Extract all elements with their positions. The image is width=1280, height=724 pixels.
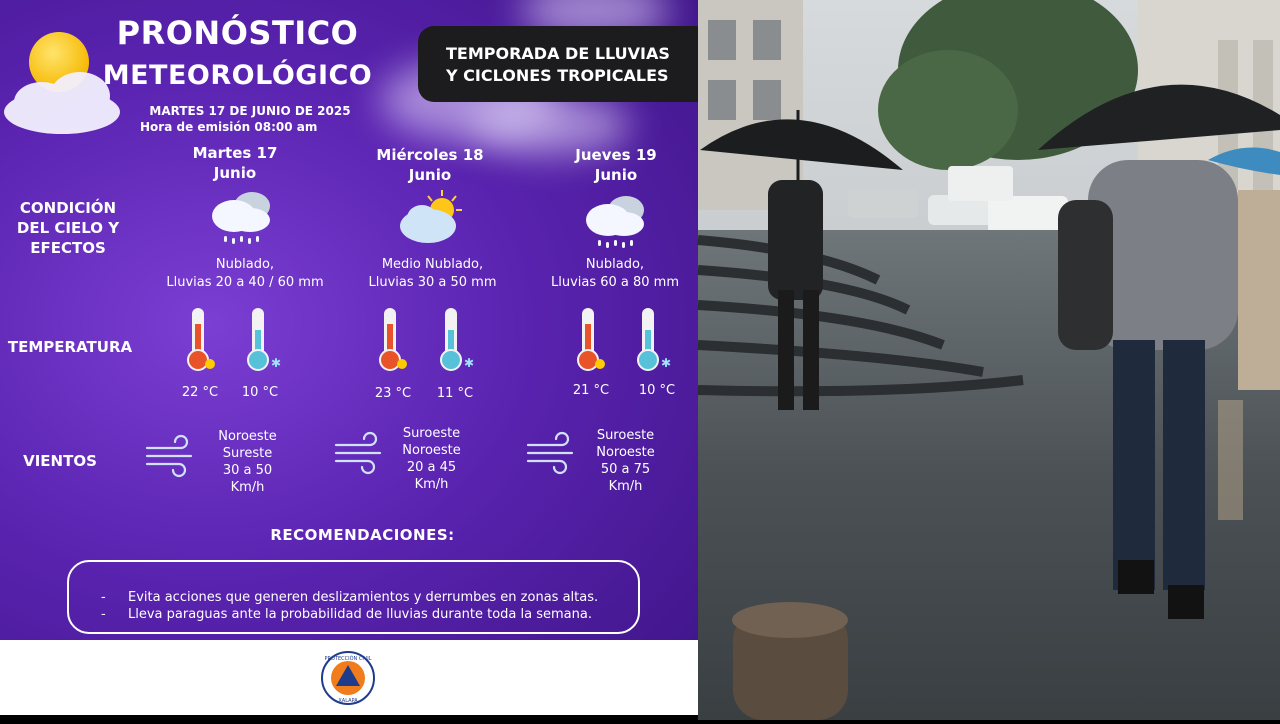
thermometer-hot-icon (574, 306, 606, 372)
wind-speed: 50 a 75 (600, 462, 651, 477)
sun-cloud-icon (398, 188, 466, 246)
logo-text-bottom: XALAPA (338, 698, 358, 704)
logo-text-top: PROTECCIÓN CIVIL (324, 656, 372, 662)
wind-direction: Noroeste (218, 429, 277, 444)
wind-info-3 (578, 427, 673, 495)
day-month: Junio (213, 164, 257, 182)
temp-max-3: 21 °C (572, 383, 610, 398)
thermometer-cold-icon (634, 306, 672, 372)
condition-text-2 (350, 256, 515, 292)
wind-unit: Km/h (414, 477, 449, 492)
season-banner (418, 26, 718, 102)
condition-rain: Lluvias 20 a 40 / 60 mm (166, 275, 324, 290)
condition-rain: Lluvias 60 a 80 mm (550, 275, 680, 290)
wind-direction: Sureste (222, 446, 273, 461)
temp-min-3: 10 °C (638, 383, 676, 398)
svg-text:✱: ✱ (271, 356, 282, 370)
wind-speed: 30 a 50 (222, 463, 273, 478)
bullet: - (101, 607, 106, 622)
row-label-winds: VIENTOS (23, 452, 97, 470)
temp-max-2: 23 °C (374, 386, 412, 401)
day-name: Martes 17 (192, 144, 278, 162)
season-banner-line1: TEMPORADA DE LLUVIAS (446, 44, 670, 63)
issue-time: Hora de emisión 08:00 am (140, 120, 318, 134)
row-label-condition-line2: DEL CIELO Y (16, 219, 120, 237)
page-title-line1: PRONÓSTICO (116, 14, 359, 52)
temp-max-1: 22 °C (181, 385, 219, 400)
condition-rain: Lluvias 30 a 50 mm (368, 275, 497, 290)
recommendation-text: Lleva paraguas ante la probabilidad de lluvias durante toda la semana. (127, 607, 592, 622)
row-label-temperature: TEMPERATURA (7, 338, 133, 356)
recommendations-box (67, 560, 640, 634)
temp-min-2: 11 °C (436, 386, 474, 401)
season-banner-line2: Y CICLONES TROPICALES (446, 66, 669, 85)
condition-sky: Medio Nublado, (381, 257, 484, 272)
wind-info-1 (200, 428, 295, 496)
wind-direction: Suroeste (596, 428, 655, 443)
divider (0, 715, 698, 720)
thermometer-cold-icon (244, 306, 282, 372)
wind-icon (524, 435, 580, 469)
condition-text-3 (535, 256, 695, 292)
wind-icon (143, 438, 199, 472)
cloud-rain-icon (582, 190, 652, 252)
page-title-line2: METEOROLÓGICO (102, 60, 373, 91)
rainy-street-photo (698, 0, 1280, 720)
condition-sky: Nublado, (585, 257, 645, 272)
footer (0, 640, 698, 720)
cloud-rain-icon (208, 186, 278, 248)
day-header-1 (165, 143, 305, 183)
wind-direction: Noroeste (402, 443, 461, 458)
bullet: - (101, 590, 106, 605)
thermometer-hot-icon (376, 306, 408, 372)
day-month: Junio (408, 166, 452, 184)
wind-direction: Suroeste (402, 426, 461, 441)
wind-unit: Km/h (230, 480, 265, 495)
day-name: Jueves 19 (575, 146, 657, 164)
wind-direction: Noroeste (596, 445, 655, 460)
svg-text:✱: ✱ (464, 356, 475, 370)
thermometer-hot-icon (184, 306, 216, 372)
row-label-condition-line1: CONDICIÓN (19, 199, 117, 217)
recommendation-item-1 (101, 590, 598, 605)
wind-unit: Km/h (608, 479, 643, 494)
recommendation-text: Evita acciones que generen deslizamientos y derrumbes en zonas altas. (127, 590, 599, 605)
day-header-2 (360, 145, 500, 185)
svg-text:✱: ✱ (661, 356, 672, 370)
wind-speed: 20 a 45 (406, 460, 457, 475)
temp-min-1: 10 °C (241, 385, 279, 400)
condition-text-1 (150, 256, 340, 292)
day-name: Miércoles 18 (376, 146, 484, 164)
forecast-date: MARTES 17 DE JUNIO DE 2025 (149, 104, 351, 118)
row-label-condition (0, 198, 136, 258)
row-label-condition-line3: EFECTOS (30, 239, 106, 257)
civil-protection-logo (320, 650, 376, 706)
condition-sky: Nublado, (215, 257, 275, 272)
wind-info-2 (384, 425, 479, 493)
thermometer-cold-icon (437, 306, 475, 372)
day-month: Junio (594, 166, 638, 184)
recommendations-title: RECOMENDACIONES: (270, 526, 455, 544)
photo-illustration (698, 0, 1280, 720)
wind-icon (332, 435, 388, 469)
day-header-3 (546, 145, 686, 185)
recommendation-item-2 (101, 607, 592, 622)
